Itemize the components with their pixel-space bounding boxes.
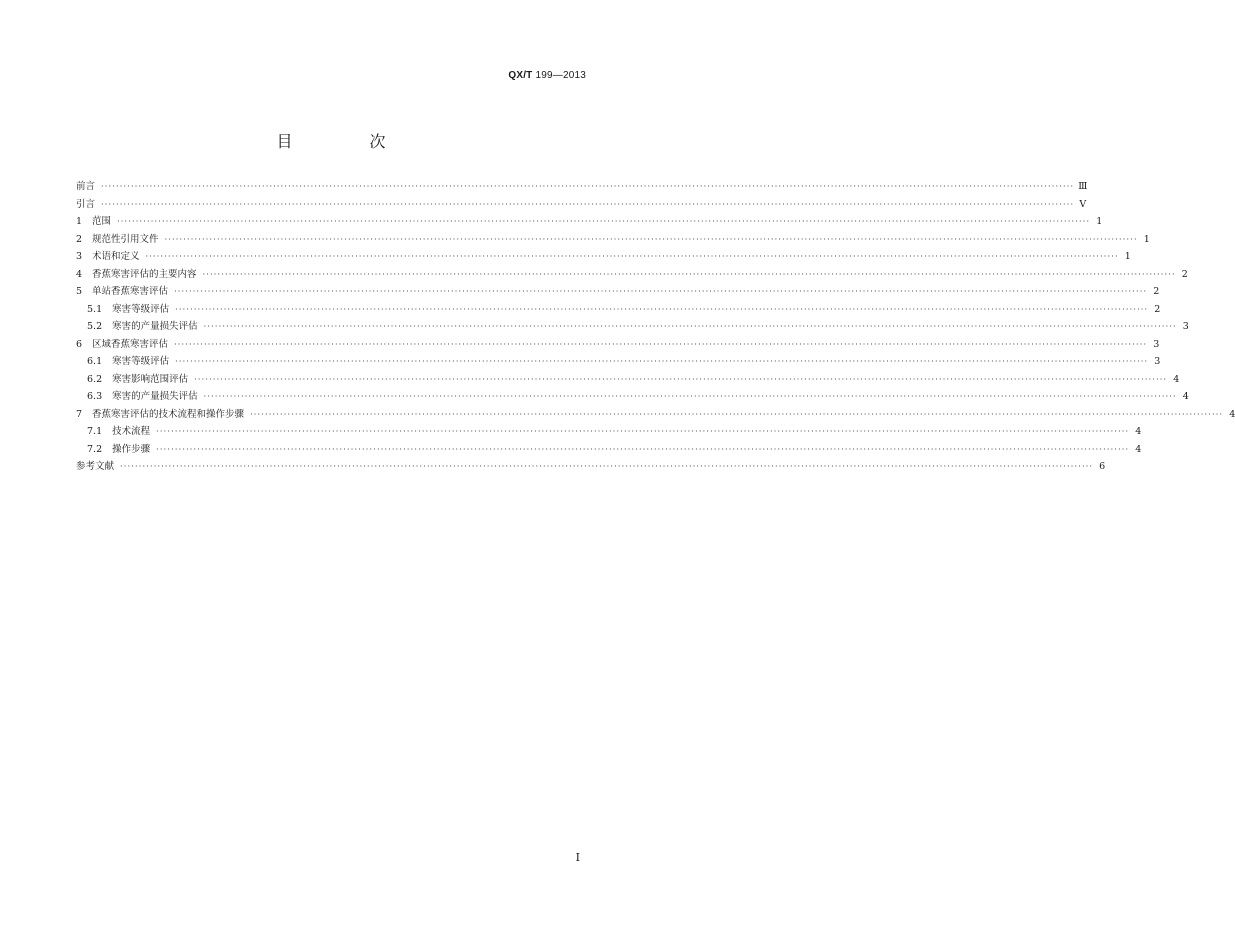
toc-entry-number: 5	[76, 286, 83, 297]
toc-entry-title: 前言	[76, 181, 96, 192]
toc-entry-number: 6.2	[87, 373, 103, 385]
toc-leader-dots: ····································································································································································································································································	[194, 374, 1168, 384]
toc-leader-dots: ····································································································································································································································································	[101, 199, 1075, 209]
toc-entry-page: 4	[1135, 426, 1142, 437]
toc-entry-title: 规范性引用文件	[92, 233, 159, 245]
toc-entry-title: 香蕉寒害评估的技术流程和操作步骤	[92, 408, 245, 420]
toc-entry-title: 寒害的产量损失评估	[112, 391, 198, 402]
toc-entry-page: 4	[1173, 373, 1180, 385]
toc-leader-dots: ····································································································································································································································································	[175, 357, 1149, 366]
toc-entry[interactable]	[76, 423, 1142, 441]
toc-leader-dots: ····································································································································································································································································	[250, 409, 1224, 419]
toc-leader-dots: ····································································································································································································································································	[164, 234, 1138, 244]
page-number: Ⅰ	[575, 851, 580, 864]
toc-entry-title: 区域香蕉寒害评估	[92, 338, 169, 350]
toc-entry-page: 2	[1153, 286, 1160, 297]
toc-entry-title: 引言	[76, 198, 96, 210]
toc-entry-number: 6	[76, 338, 83, 350]
toc-entry[interactable]	[76, 336, 1160, 354]
toc-entry-number: 7.2	[87, 443, 103, 455]
toc-entry-number: 6.3	[87, 391, 103, 402]
toc-entry-page: 2	[1181, 268, 1188, 280]
toc-entry-title: 单站香蕉寒害评估	[92, 286, 169, 297]
toc-entry-number: 5.2	[87, 321, 103, 332]
toc-entry[interactable]	[76, 283, 1160, 301]
standard-number: 199—2013	[535, 70, 586, 81]
toc-entry-number: 7	[76, 408, 83, 420]
toc-entry-number: 3	[76, 251, 83, 262]
toc-entry[interactable]	[76, 371, 1180, 389]
toc-entry-number: 6.1	[87, 356, 103, 367]
toc-entry-page: 4	[1182, 391, 1189, 402]
table-of-contents	[76, 178, 1235, 476]
toc-entry[interactable]	[76, 388, 1189, 406]
standard-prefix: QX/T	[508, 70, 533, 81]
toc-entry-page: 4	[1229, 408, 1235, 420]
toc-entry[interactable]	[76, 196, 1087, 214]
toc-entry-title: 参考文献	[76, 461, 115, 472]
toc-leader-dots: ····································································································································································································································································	[145, 252, 1119, 261]
toc-entry-page: 3	[1153, 338, 1160, 350]
toc-leader-dots: ····································································································································································································································································	[117, 217, 1091, 226]
toc-entry-title: 操作步骤	[112, 443, 151, 455]
toc-entry-title: 寒害的产量损失评估	[112, 321, 198, 332]
toc-title: 目 次	[276, 132, 422, 151]
toc-entry-title: 技术流程	[112, 426, 151, 437]
toc-entry-page: 4	[1135, 443, 1142, 455]
toc-leader-dots: ····································································································································································································································································	[101, 182, 1075, 191]
toc-leader-dots: ····································································································································································································································································	[202, 269, 1176, 279]
toc-entry[interactable]	[76, 458, 1106, 476]
toc-entry-page: Ⅲ	[1078, 181, 1088, 192]
toc-entry[interactable]	[76, 353, 1161, 371]
toc-entry[interactable]	[76, 266, 1188, 284]
toc-entry[interactable]	[76, 301, 1161, 319]
toc-leader-dots: ····································································································································································································································································	[203, 322, 1177, 331]
toc-entry-title: 寒害等级评估	[112, 356, 170, 367]
toc-entry-page: 3	[1154, 356, 1161, 367]
toc-leader-dots: ····································································································································································································································································	[156, 444, 1130, 454]
toc-entry-number: 4	[76, 268, 83, 280]
toc-entry-page: 3	[1182, 321, 1189, 332]
toc-entry-page: 2	[1154, 303, 1161, 315]
toc-leader-dots: ····································································································································································································································································	[174, 339, 1148, 349]
toc-entry-title: 寒害影响范围评估	[112, 373, 189, 385]
toc-entry-number: 2	[76, 233, 83, 245]
toc-entry-page: 6	[1099, 461, 1106, 472]
toc-leader-dots: ····································································································································································································································································	[174, 287, 1148, 296]
toc-entry[interactable]	[76, 318, 1189, 336]
toc-entry-title: 寒害等级评估	[112, 303, 170, 315]
toc-entry-number: 7.1	[87, 426, 103, 437]
toc-entry-page: Ⅴ	[1079, 198, 1087, 210]
toc-entry-page: 1	[1096, 216, 1103, 227]
toc-entry[interactable]	[76, 248, 1131, 266]
toc-entry-number: 1	[76, 216, 83, 227]
toc-entry[interactable]	[76, 406, 1235, 424]
standard-code	[508, 70, 586, 81]
toc-leader-dots: ····································································································································································································································································	[120, 462, 1094, 471]
toc-leader-dots: ····································································································································································································································································	[156, 427, 1130, 436]
toc-entry[interactable]	[76, 441, 1142, 459]
toc-entry-title: 香蕉寒害评估的主要内容	[92, 268, 197, 280]
toc-entry-page: 1	[1143, 233, 1150, 245]
toc-entry[interactable]	[76, 178, 1088, 196]
toc-entry[interactable]	[76, 231, 1150, 249]
toc-entry-page: 1	[1124, 251, 1131, 262]
toc-entry-number: 5.1	[87, 303, 103, 315]
toc-entry-title: 术语和定义	[92, 251, 140, 262]
toc-leader-dots: ····································································································································································································································································	[175, 304, 1149, 314]
toc-entry[interactable]	[76, 213, 1103, 231]
toc-entry-title: 范围	[92, 216, 112, 227]
toc-leader-dots: ····································································································································································································································································	[203, 392, 1177, 401]
